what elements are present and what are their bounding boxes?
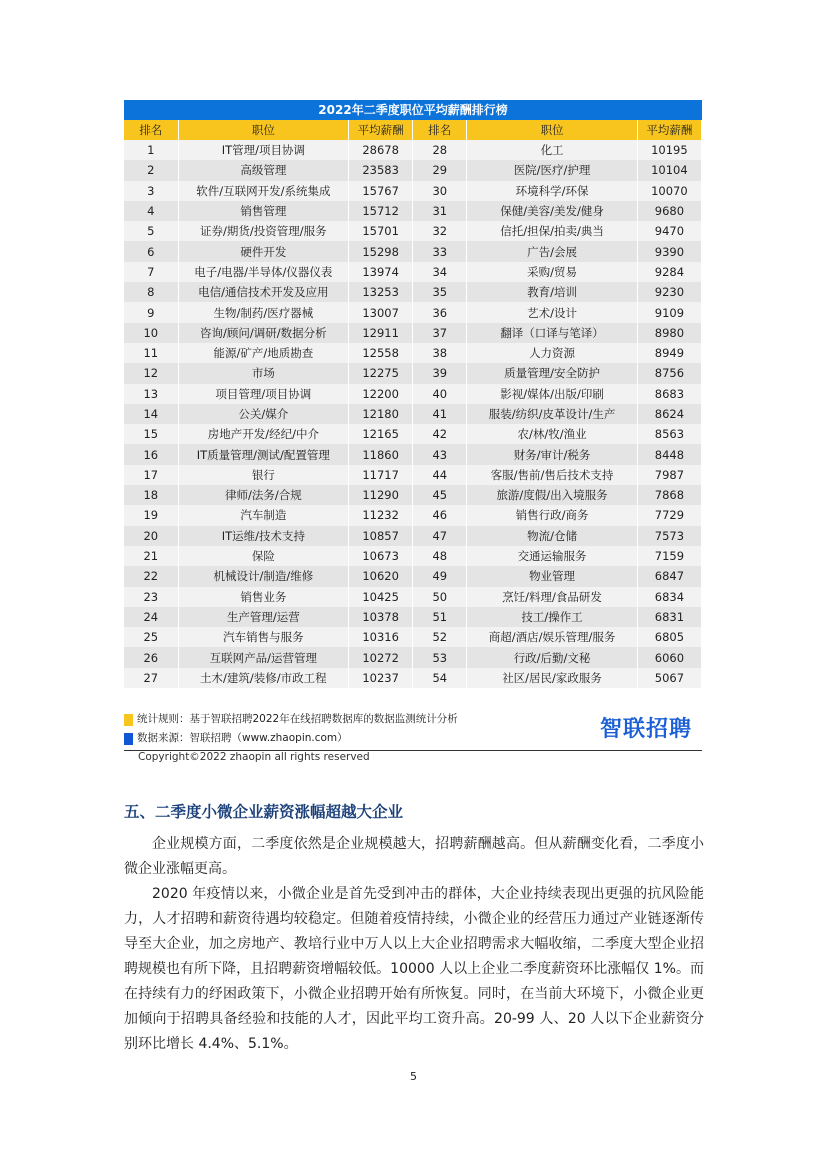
- rank-cell: 54: [413, 668, 467, 688]
- salary-cell: 10378: [349, 607, 413, 627]
- rank-cell: 40: [413, 384, 467, 404]
- rank-cell: 39: [413, 363, 467, 383]
- table-row: [124, 444, 702, 464]
- copyright-text: Copyright©2022 zhaopin all rights reserved: [138, 751, 370, 763]
- salary-cell: 10857: [349, 526, 413, 546]
- data-source-text: 数据来源：智联招聘（www.zhaopin.com）: [137, 732, 348, 744]
- job-cell: 服装/纺织/皮革设计/生产: [467, 404, 637, 424]
- rank-cell: 41: [413, 404, 467, 424]
- rank-cell: 36: [413, 302, 467, 322]
- rank-cell: 30: [413, 181, 467, 201]
- job-cell: 客服/售前/售后技术支持: [467, 465, 637, 485]
- table-row: [124, 546, 702, 566]
- job-cell: 公关/媒介: [178, 404, 348, 424]
- job-cell: 房地产开发/经纪/中介: [178, 424, 348, 444]
- table-row: [124, 160, 702, 180]
- table-row: [124, 140, 702, 160]
- job-cell: 影视/媒体/出版/印刷: [467, 384, 637, 404]
- salary-cell: 23583: [349, 160, 413, 180]
- paragraph: 企业规模方面，二季度依然是企业规模越大，招聘薪酬越高。但从薪酬变化看，二季度小微企业涨幅更高。: [124, 836, 704, 877]
- rank-cell: 18: [124, 485, 178, 505]
- rank-cell: 46: [413, 505, 467, 525]
- salary-cell: 6831: [637, 607, 701, 627]
- job-cell: 互联网产品/运营管理: [178, 647, 348, 667]
- job-cell: 烹饪/料理/食品研发: [467, 587, 637, 607]
- header-job: 职位: [467, 120, 637, 140]
- salary-cell: 15767: [349, 181, 413, 201]
- table-row: [124, 201, 702, 221]
- rank-cell: 12: [124, 363, 178, 383]
- job-cell: 律师/法务/合规: [178, 485, 348, 505]
- rank-cell: 50: [413, 587, 467, 607]
- rank-cell: 17: [124, 465, 178, 485]
- job-cell: 电信/通信技术开发及应用: [178, 282, 348, 302]
- header-job: 职位: [178, 120, 348, 140]
- rank-cell: 19: [124, 505, 178, 525]
- rank-cell: 11: [124, 343, 178, 363]
- rank-cell: 35: [413, 282, 467, 302]
- page-number: 5: [410, 1070, 417, 1083]
- salary-cell: 15712: [349, 201, 413, 221]
- table-row: [124, 607, 702, 627]
- rank-cell: 29: [413, 160, 467, 180]
- salary-cell: 7159: [637, 546, 701, 566]
- job-cell: 销售业务: [178, 587, 348, 607]
- salary-cell: 10316: [349, 627, 413, 647]
- job-cell: 银行: [178, 465, 348, 485]
- rank-cell: 14: [124, 404, 178, 424]
- salary-ranking-table: [124, 100, 702, 688]
- salary-cell: 12911: [349, 323, 413, 343]
- salary-cell: 10425: [349, 587, 413, 607]
- job-cell: IT质量管理/测试/配置管理: [178, 444, 348, 464]
- job-cell: 保险: [178, 546, 348, 566]
- rank-cell: 24: [124, 607, 178, 627]
- table-row: [124, 404, 702, 424]
- rank-cell: 16: [124, 444, 178, 464]
- rank-cell: 48: [413, 546, 467, 566]
- salary-cell: 11290: [349, 485, 413, 505]
- salary-cell: 5067: [637, 668, 701, 688]
- job-cell: 硬件开发: [178, 241, 348, 261]
- rank-cell: 15: [124, 424, 178, 444]
- salary-cell: 12275: [349, 363, 413, 383]
- header-salary: 平均薪酬: [637, 120, 701, 140]
- job-cell: 软件/互联网开发/系统集成: [178, 181, 348, 201]
- salary-cell: 11232: [349, 505, 413, 525]
- salary-cell: 10673: [349, 546, 413, 566]
- section-heading: 五、二季度小微企业薪资涨幅超越大企业: [124, 803, 404, 821]
- table-footnotes: [124, 710, 702, 751]
- job-cell: 社区/居民/家政服务: [467, 668, 637, 688]
- rank-cell: 23: [124, 587, 178, 607]
- table-row: [124, 241, 702, 261]
- job-cell: 能源/矿产/地质勘查: [178, 343, 348, 363]
- job-cell: 商超/酒店/娱乐管理/服务: [467, 627, 637, 647]
- job-cell: 艺术/设计: [467, 302, 637, 322]
- salary-cell: 8756: [637, 363, 701, 383]
- rank-cell: 4: [124, 201, 178, 221]
- job-cell: 翻译（口译与笔译）: [467, 323, 637, 343]
- rank-cell: 8: [124, 282, 178, 302]
- rank-cell: 6: [124, 241, 178, 261]
- table-header-row: [124, 120, 702, 140]
- table-row: [124, 343, 702, 363]
- salary-cell: 9109: [637, 302, 701, 322]
- table-title: 2022年二季度职位平均薪酬排行榜: [124, 100, 702, 120]
- table-row: [124, 526, 702, 546]
- section-body: [124, 832, 704, 1057]
- rank-cell: 5: [124, 221, 178, 241]
- rank-cell: 28: [413, 140, 467, 160]
- table-row: [124, 282, 702, 302]
- salary-cell: 11717: [349, 465, 413, 485]
- rank-cell: 10: [124, 323, 178, 343]
- salary-cell: 12180: [349, 404, 413, 424]
- salary-cell: 6805: [637, 627, 701, 647]
- rank-cell: 13: [124, 384, 178, 404]
- job-cell: 广告/会展: [467, 241, 637, 261]
- salary-cell: 6060: [637, 647, 701, 667]
- salary-cell: 7729: [637, 505, 701, 525]
- job-cell: 销售管理: [178, 201, 348, 221]
- job-cell: 土木/建筑/装修/市政工程: [178, 668, 348, 688]
- job-cell: 物业管理: [467, 566, 637, 586]
- salary-cell: 8563: [637, 424, 701, 444]
- salary-cell: 10237: [349, 668, 413, 688]
- rank-cell: 3: [124, 181, 178, 201]
- table-row: [124, 221, 702, 241]
- job-cell: 环境科学/环保: [467, 181, 637, 201]
- table-row: [124, 424, 702, 444]
- salary-cell: 8980: [637, 323, 701, 343]
- table-row: [124, 647, 702, 667]
- table-row: [124, 627, 702, 647]
- salary-cell: 13974: [349, 262, 413, 282]
- salary-cell: 7987: [637, 465, 701, 485]
- rank-cell: 49: [413, 566, 467, 586]
- salary-cell: 10070: [637, 181, 701, 201]
- salary-cell: 28678: [349, 140, 413, 160]
- job-cell: 行政/后勤/文秘: [467, 647, 637, 667]
- rank-cell: 32: [413, 221, 467, 241]
- salary-cell: 10195: [637, 140, 701, 160]
- salary-cell: 9284: [637, 262, 701, 282]
- rank-cell: 37: [413, 323, 467, 343]
- table-row: [124, 566, 702, 586]
- salary-cell: 7868: [637, 485, 701, 505]
- salary-cell: 12165: [349, 424, 413, 444]
- rank-cell: 2: [124, 160, 178, 180]
- salary-cell: 10272: [349, 647, 413, 667]
- rank-cell: 7: [124, 262, 178, 282]
- job-cell: 电子/电器/半导体/仪器仪表: [178, 262, 348, 282]
- job-cell: 证券/期货/投资管理/服务: [178, 221, 348, 241]
- table-row: [124, 302, 702, 322]
- table-row: [124, 181, 702, 201]
- header-rank: 排名: [413, 120, 467, 140]
- yellow-square-icon: [124, 714, 133, 726]
- rank-cell: 42: [413, 424, 467, 444]
- table-row: [124, 485, 702, 505]
- salary-cell: 15701: [349, 221, 413, 241]
- job-cell: 保健/美容/美发/健身: [467, 201, 637, 221]
- ranking-grid: [124, 120, 702, 688]
- job-cell: 高级管理: [178, 160, 348, 180]
- job-cell: 汽车销售与服务: [178, 627, 348, 647]
- salary-cell: 6847: [637, 566, 701, 586]
- salary-cell: 8448: [637, 444, 701, 464]
- table-row: [124, 363, 702, 383]
- job-cell: 人力资源: [467, 343, 637, 363]
- rank-cell: 22: [124, 566, 178, 586]
- rank-cell: 53: [413, 647, 467, 667]
- job-cell: 市场: [178, 363, 348, 383]
- salary-cell: 11860: [349, 444, 413, 464]
- job-cell: 农/林/牧/渔业: [467, 424, 637, 444]
- rank-cell: 1: [124, 140, 178, 160]
- salary-cell: 12558: [349, 343, 413, 363]
- salary-cell: 15298: [349, 241, 413, 261]
- table-row: [124, 384, 702, 404]
- table-row: [124, 323, 702, 343]
- table-row: [124, 587, 702, 607]
- salary-cell: 8683: [637, 384, 701, 404]
- salary-cell: 7573: [637, 526, 701, 546]
- salary-cell: 12200: [349, 384, 413, 404]
- stat-rule-text: 统计规则：基于智联招聘2022年在线招聘数据库的数据监测统计分析: [137, 713, 458, 725]
- rank-cell: 21: [124, 546, 178, 566]
- header-rank: 排名: [124, 120, 178, 140]
- job-cell: 机械设计/制造/维修: [178, 566, 348, 586]
- salary-cell: 10620: [349, 566, 413, 586]
- paragraph: 2020 年疫情以来，小微企业是首先受到冲击的群体，大企业持续表现出更强的抗风险能力，人才招聘和薪资待遇均较稳定。但随着疫情持续，小微企业的经营压力通过产业链逐渐传导至大企业，加之房地产、教培行业中万人以上大企业招聘需求大幅收缩，二季度大型企业招聘规模也有所下降，且招聘薪资增幅较低。10000 人以上企业二季度薪资环比涨幅仅 1%。而在持续有力的纾困政策下，小微企业招聘开始有所恢复。同时，在当前大环境下，小微企业更加倾向于招聘具备经验和技能的人才，因此平均工资升高。20-99 人、20 人以下企业薪资分别环比增长 4.4%、5.1%。: [124, 886, 704, 1052]
- job-cell: 项目管理/项目协调: [178, 384, 348, 404]
- job-cell: 生物/制药/医疗器械: [178, 302, 348, 322]
- salary-cell: 9470: [637, 221, 701, 241]
- salary-cell: 9230: [637, 282, 701, 302]
- job-cell: 销售行政/商务: [467, 505, 637, 525]
- rank-cell: 31: [413, 201, 467, 221]
- job-cell: 教育/培训: [467, 282, 637, 302]
- rank-cell: 44: [413, 465, 467, 485]
- job-cell: 汽车制造: [178, 505, 348, 525]
- table-row: [124, 668, 702, 688]
- salary-cell: 6834: [637, 587, 701, 607]
- job-cell: 技工/操作工: [467, 607, 637, 627]
- rank-cell: 38: [413, 343, 467, 363]
- job-cell: 生产管理/运营: [178, 607, 348, 627]
- job-cell: 采购/贸易: [467, 262, 637, 282]
- rank-cell: 34: [413, 262, 467, 282]
- salary-cell: 9390: [637, 241, 701, 261]
- salary-cell: 13253: [349, 282, 413, 302]
- salary-cell: 13007: [349, 302, 413, 322]
- job-cell: 财务/审计/税务: [467, 444, 637, 464]
- salary-cell: 10104: [637, 160, 701, 180]
- rank-cell: 20: [124, 526, 178, 546]
- rank-cell: 25: [124, 627, 178, 647]
- job-cell: 质量管理/安全防护: [467, 363, 637, 383]
- job-cell: 物流/仓储: [467, 526, 637, 546]
- job-cell: IT运维/技术支持: [178, 526, 348, 546]
- job-cell: 信托/担保/拍卖/典当: [467, 221, 637, 241]
- job-cell: IT管理/项目协调: [178, 140, 348, 160]
- job-cell: 咨询/顾问/调研/数据分析: [178, 323, 348, 343]
- table-row: [124, 465, 702, 485]
- job-cell: 化工: [467, 140, 637, 160]
- header-salary: 平均薪酬: [349, 120, 413, 140]
- rank-cell: 45: [413, 485, 467, 505]
- job-cell: 医院/医疗/护理: [467, 160, 637, 180]
- salary-cell: 8624: [637, 404, 701, 424]
- zhaopin-logo: 智联招聘: [599, 717, 692, 742]
- rank-cell: 43: [413, 444, 467, 464]
- table-row: [124, 505, 702, 525]
- rank-cell: 27: [124, 668, 178, 688]
- rank-cell: 26: [124, 647, 178, 667]
- salary-cell: 9680: [637, 201, 701, 221]
- rank-cell: 52: [413, 627, 467, 647]
- salary-cell: 8949: [637, 343, 701, 363]
- job-cell: 旅游/度假/出入境服务: [467, 485, 637, 505]
- blue-square-icon: [124, 733, 133, 745]
- rank-cell: 33: [413, 241, 467, 261]
- table-row: [124, 262, 702, 282]
- job-cell: 交通运输服务: [467, 546, 637, 566]
- rank-cell: 9: [124, 302, 178, 322]
- rank-cell: 51: [413, 607, 467, 627]
- rank-cell: 47: [413, 526, 467, 546]
